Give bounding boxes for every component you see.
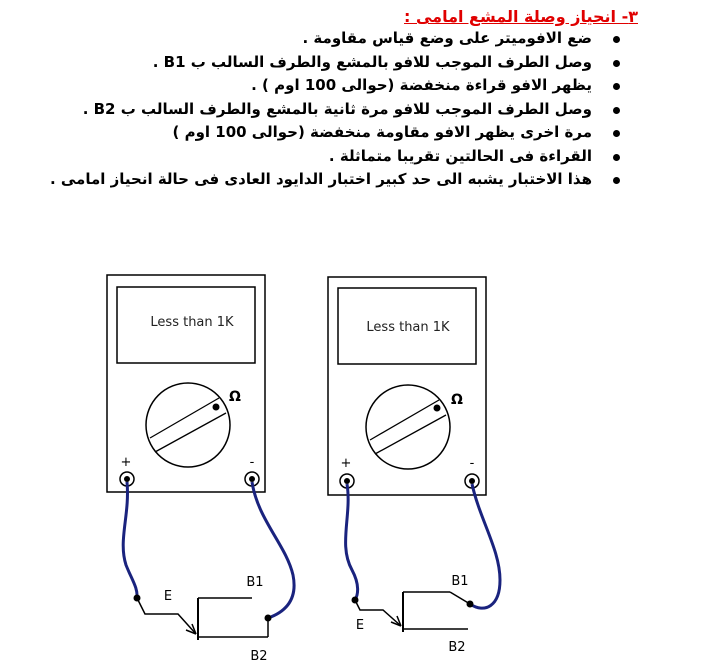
dial-pointer	[213, 404, 220, 411]
ohm-icon: Ω	[229, 389, 241, 405]
ujt-symbol	[355, 592, 470, 632]
positive-probe-wire	[346, 484, 358, 600]
emitter-label: E	[355, 618, 365, 633]
negative-probe-wire	[470, 484, 500, 608]
bullet-text: ضع الافوميتر على وضع قياس مقاومة .	[302, 29, 592, 47]
bullet-text: مرة اخرى يظهر الافو مقاومة منخفضة (حوالى 100 اوم )	[172, 123, 592, 141]
b2-label: B2	[448, 640, 466, 655]
multimeter-right	[328, 277, 500, 655]
plus-label: +	[340, 456, 352, 471]
bullet-text: وصل الطرف الموجب للافو بالمشع والطرف السالب ب B1 .	[152, 52, 592, 71]
bullet-text: يظهر الافو قراءة منخفضة (حوالى 100 اوم ) .	[251, 76, 592, 94]
rotary-dial	[146, 383, 230, 467]
section-heading: ٣- انحياز وصلة المشع امامى :	[404, 7, 638, 26]
display-reading: Less than 1K	[366, 320, 450, 335]
bullet-text: القراءة فى الحالتين تقريبا متماثلة .	[328, 146, 592, 165]
ohm-icon: Ω	[451, 392, 463, 408]
b1-label: B1	[451, 574, 469, 589]
rotary-dial	[366, 385, 450, 469]
positive-probe-wire	[123, 482, 137, 598]
minus-label: -	[469, 456, 475, 471]
b2-label: B2	[250, 649, 268, 664]
b1-label: B1	[246, 575, 264, 590]
emitter-label: E	[163, 589, 173, 604]
plus-label: +	[120, 455, 132, 470]
multimeter-left	[107, 275, 294, 664]
bullet-text: هذا الاختبار يشبه الى حد كبير اختبار الدايود العادى فى حالة انحياز امامى .	[49, 170, 592, 188]
display-reading: Less than 1K	[150, 315, 234, 330]
ujt-symbol	[137, 598, 268, 640]
dial-pointer	[434, 405, 441, 412]
minus-label: -	[249, 455, 255, 470]
negative-probe-wire	[252, 482, 294, 618]
bullet-text: وصل الطرف الموجب للافو مرة ثانية بالمشع والطرف السالب ب B2 .	[82, 99, 592, 118]
